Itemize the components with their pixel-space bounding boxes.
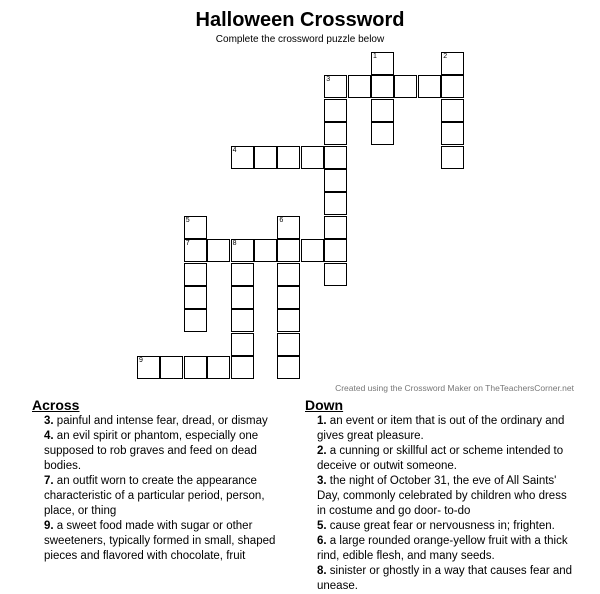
cell-number: 6: [279, 216, 284, 224]
cell-number: 1: [373, 53, 377, 60]
grid-cell[interactable]: [184, 239, 207, 262]
clue-number: 3.: [317, 475, 327, 487]
cell-number: 5: [185, 216, 190, 224]
clue-down-3: [305, 474, 577, 519]
grid-cell[interactable]: [231, 356, 254, 379]
grid-cell[interactable]: [394, 75, 417, 98]
grid-cell[interactable]: [184, 263, 207, 286]
clue-number: 6.: [317, 535, 327, 547]
clue-down-1: [305, 414, 577, 444]
grid-cell[interactable]: [441, 99, 464, 122]
clue-number: 8.: [317, 565, 327, 577]
grid-cell[interactable]: [231, 286, 254, 309]
clue-text: a sweet food made with sugar or other sweeteners, typically formed in small, shaped pieces and flavored with chocolate, fruit: [44, 520, 276, 562]
clue-number: 7.: [44, 475, 54, 487]
clue-down-6: [305, 534, 577, 564]
clue-text: an evil spirit or phantom, especially one supposed to rob graves and feed on dead bodies.: [44, 430, 259, 472]
grid-cell[interactable]: [277, 146, 300, 169]
grid-cell[interactable]: [277, 286, 300, 309]
grid-cell[interactable]: [184, 216, 207, 239]
grid-cell[interactable]: [371, 99, 394, 122]
cell-number: 9: [139, 357, 143, 365]
grid-cell[interactable]: [231, 263, 254, 286]
grid-cell[interactable]: [324, 146, 347, 169]
grid-cell[interactable]: [231, 146, 254, 169]
grid-cell[interactable]: [324, 99, 347, 122]
across-clues: [32, 397, 288, 564]
clue-number: 1.: [317, 415, 327, 427]
grid-cell[interactable]: [418, 75, 441, 98]
clue-across-7: [32, 474, 288, 519]
grid-cell[interactable]: [184, 309, 207, 332]
clue-number: 5.: [317, 520, 327, 532]
grid-cell[interactable]: [324, 263, 347, 286]
clue-text: a cunning or skillful act or scheme intended to deceive or outwit someone.: [317, 445, 564, 472]
grid-cell[interactable]: [254, 239, 277, 262]
grid-cell[interactable]: [441, 146, 464, 169]
grid-cell[interactable]: [324, 122, 347, 145]
grid-cell[interactable]: [441, 52, 464, 75]
grid-cell[interactable]: [231, 239, 254, 262]
clue-across-3: [32, 414, 288, 429]
clue-text: sinister or ghostly in a way that causes fear and unease.: [317, 565, 573, 592]
across-heading: Across: [32, 397, 80, 413]
clue-text: a large rounded orange-yellow fruit with a thick rind, edible flesh, and many seeds.: [317, 535, 568, 562]
grid-cell[interactable]: [324, 239, 347, 262]
cell-number: 3: [326, 76, 331, 84]
grid-cell[interactable]: [184, 356, 207, 379]
cell-number: 2: [443, 53, 448, 60]
down-heading: Down: [305, 397, 344, 413]
clue-text: an event or item that is out of the ordinary and gives great pleasure.: [317, 415, 565, 442]
clue-number: 9.: [44, 520, 54, 532]
grid-cell[interactable]: [231, 309, 254, 332]
grid-cell[interactable]: [301, 239, 324, 262]
grid-cell[interactable]: [277, 356, 300, 379]
puzzle-title: Halloween Crossword: [195, 9, 405, 31]
credit-text: Created using the Crossword Maker on TheTeachersCorner.net: [335, 383, 574, 393]
grid-cell[interactable]: [277, 309, 300, 332]
down-clues: [305, 397, 577, 594]
grid-cell[interactable]: [324, 192, 347, 215]
grid-cell[interactable]: [207, 356, 230, 379]
clue-across-9: [32, 519, 288, 564]
clue-text: the night of October 31, the eve of All Saints' Day, commonly celebrated by children who dress in costume and go door- to-do: [317, 475, 567, 517]
cell-number: 7: [185, 240, 190, 248]
grid-cell[interactable]: [441, 75, 464, 98]
clue-number: 2.: [317, 445, 327, 457]
cell-number: 8: [232, 240, 237, 248]
grid-cell[interactable]: [348, 75, 371, 98]
clue-text: painful and intense fear, dread, or dismay: [56, 415, 268, 427]
grid-cell[interactable]: [371, 75, 394, 98]
cell-number: 4: [232, 146, 237, 154]
grid-cell[interactable]: [277, 333, 300, 356]
grid-cell[interactable]: [137, 356, 160, 379]
grid-cell[interactable]: [324, 169, 347, 192]
grid-cell[interactable]: [160, 356, 183, 379]
grid-cell[interactable]: [231, 333, 254, 356]
grid-cell[interactable]: [207, 239, 230, 262]
grid-cell[interactable]: [184, 286, 207, 309]
grid-cell[interactable]: [324, 216, 347, 239]
grid-cell[interactable]: [254, 146, 277, 169]
grid-cell[interactable]: [277, 216, 300, 239]
grid-cell[interactable]: [277, 239, 300, 262]
puzzle-subtitle: Complete the crossword puzzle below: [215, 34, 385, 45]
grid-cell[interactable]: [441, 122, 464, 145]
grid-cell[interactable]: [301, 146, 324, 169]
clue-number: 3.: [44, 415, 54, 427]
clue-down-2: [305, 444, 577, 474]
grid-cell[interactable]: [324, 75, 347, 98]
grid-cell[interactable]: [371, 122, 394, 145]
grid-cell[interactable]: [277, 263, 300, 286]
clue-down-5: [305, 519, 577, 534]
clue-number: 4.: [44, 430, 54, 442]
clue-text: cause great fear or nervousness in; frighten.: [329, 520, 555, 532]
clue-across-4: [32, 429, 288, 474]
grid-cell[interactable]: [371, 52, 394, 75]
clue-text: an outfit worn to create the appearance characteristic of a particular period, person, place, or thing: [44, 475, 265, 517]
clue-down-8: [305, 564, 577, 594]
